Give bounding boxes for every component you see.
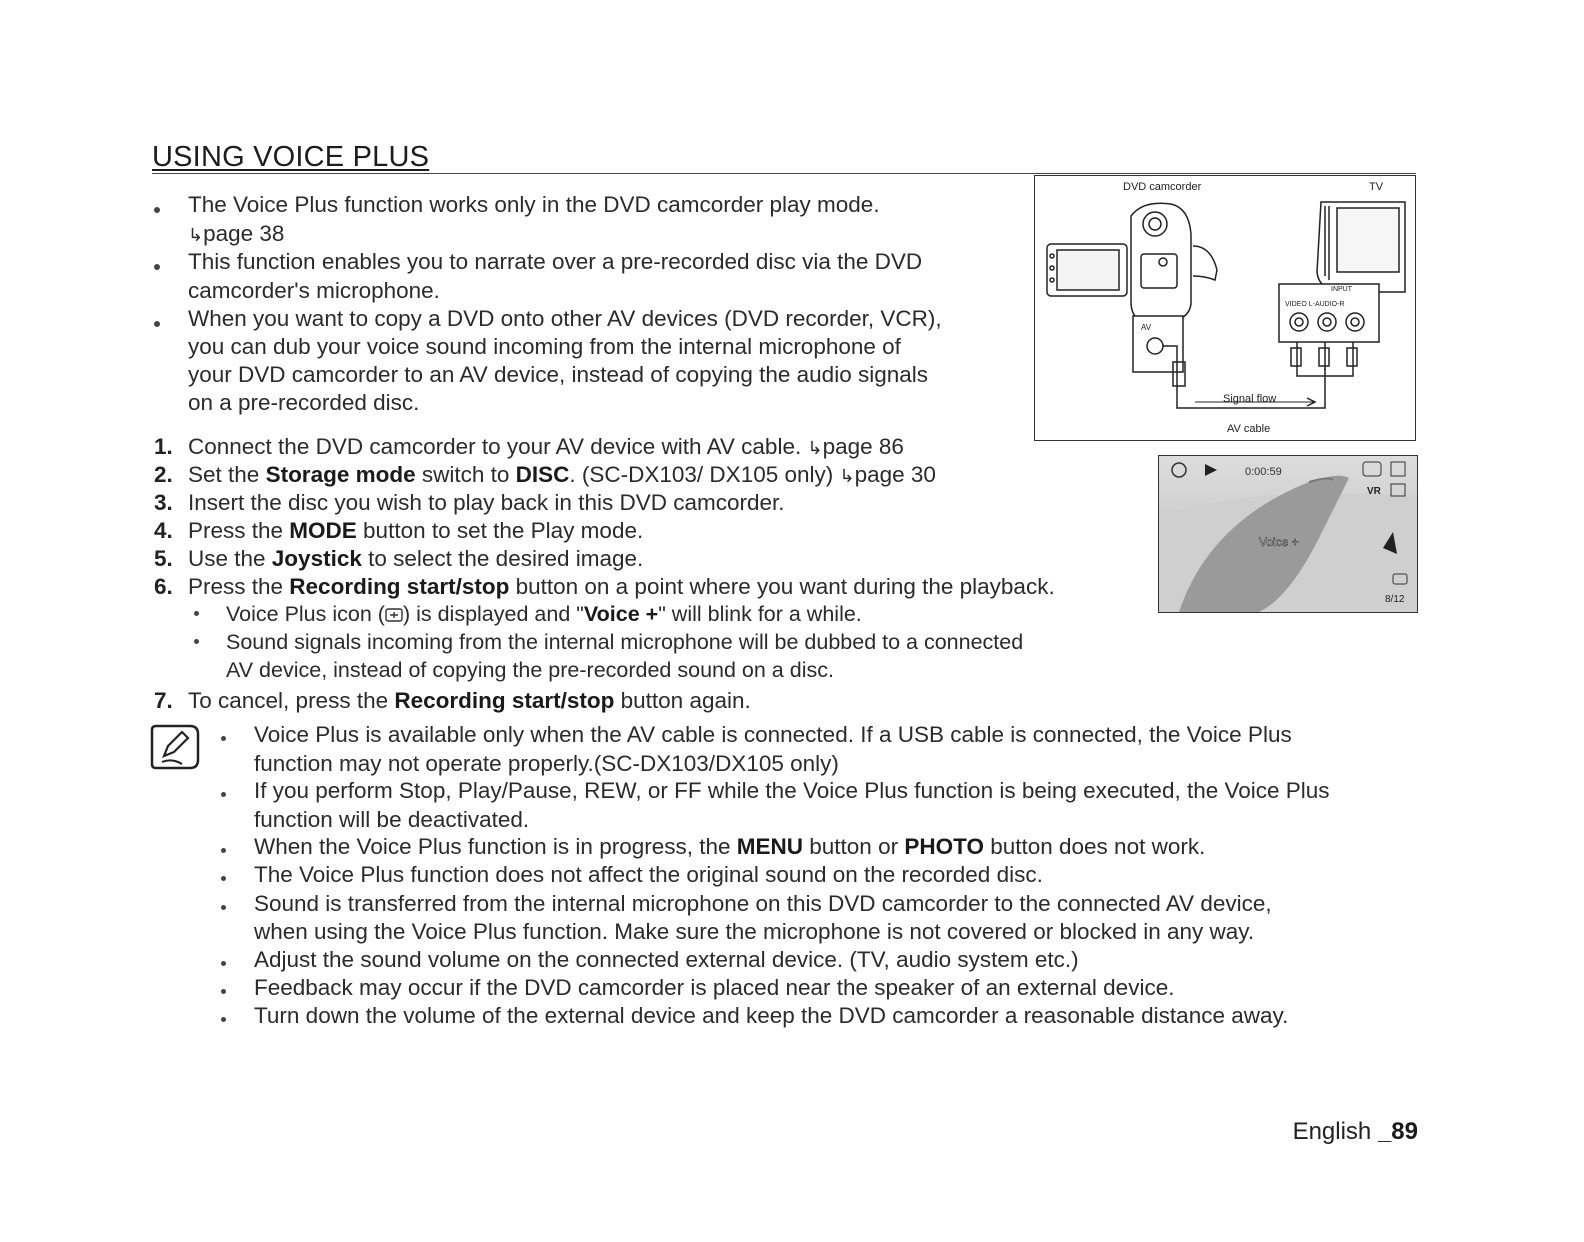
step-4-mode: MODE	[289, 518, 357, 543]
step-6a-mid: ) is displayed and "	[402, 602, 584, 626]
bullet-icon	[221, 876, 226, 881]
note-7-text: Feedback may occur if the DVD camcorder is placed near the speaker of an external device.	[254, 975, 1175, 1000]
step-number: 4.	[154, 518, 173, 543]
play-icon	[1205, 464, 1217, 476]
page-ref-arrow-icon: ↳	[807, 438, 823, 458]
note-6-text: Adjust the sound volume on the connected external device. (TV, audio system etc.)	[254, 947, 1079, 972]
bullet-icon	[221, 792, 226, 797]
camcorder-label: DVD camcorder	[1123, 181, 1202, 193]
step-6a-text	[226, 602, 862, 627]
quality-icon	[1391, 462, 1405, 476]
step-1-ref[interactable]: page 86	[822, 434, 904, 459]
lcd-screen-image	[1158, 455, 1418, 613]
step-5-pre: Use the	[188, 546, 272, 571]
step-2-disc: DISC	[515, 462, 570, 487]
intro-2-line-2: camcorder's microphone.	[188, 278, 440, 303]
note-2-line-1: If you perform Stop, Play/Pause, REW, or FF while the Voice Plus function is being executed, the Voice Plus	[254, 778, 1330, 803]
note-3-mid: button or	[803, 834, 905, 859]
step-6-recording: Recording start/stop	[289, 574, 510, 599]
step-number: 7.	[154, 688, 173, 713]
step-2-storage-mode: Storage mode	[265, 462, 416, 487]
bullet-icon	[194, 639, 199, 644]
title-rule	[152, 173, 1416, 174]
bullet-icon	[221, 736, 226, 741]
step-7-recording: Recording start/stop	[394, 688, 615, 713]
osd-mode: VR	[1367, 486, 1381, 497]
step-1-body: Connect the DVD camcorder to your AV device with AV cable.	[188, 434, 802, 459]
step-4-text	[188, 518, 643, 544]
bullet-icon	[154, 321, 160, 327]
step-5-joystick: Joystick	[271, 546, 362, 571]
step-1-text	[188, 434, 904, 460]
tv-label: TV	[1369, 181, 1384, 193]
step-number: 2.	[154, 462, 173, 487]
note-3-post: button does not work.	[983, 834, 1206, 859]
step-number: 6.	[154, 574, 173, 599]
page-ref-arrow-icon: ↳	[188, 225, 204, 245]
note-3-pre: When the Voice Plus function is in progress, the	[254, 834, 737, 859]
connection-diagram	[1034, 175, 1416, 441]
intro-3-line-3: your DVD camcorder to an AV device, instead of copying the audio signals	[188, 362, 928, 387]
step-5-post: to select the desired image.	[361, 546, 644, 571]
step-3-text: Insert the disc you wish to play back in this DVD camcorder.	[188, 490, 785, 515]
step-6-text	[188, 574, 1055, 600]
note-3-photo: PHOTO	[904, 834, 984, 859]
step-4-post: button to set the Play mode.	[356, 518, 644, 543]
step-2-mid: switch to	[415, 462, 516, 487]
jack-labels: VIDEO L-AUDIO-R	[1285, 301, 1345, 308]
step-number: 5.	[154, 546, 173, 571]
page-ref-arrow-icon: ↳	[839, 466, 855, 486]
note-2-line-2: function will be deactivated.	[254, 807, 530, 832]
intro-1-text: The Voice Plus function works only in the DVD camcorder play mode.	[188, 192, 880, 217]
step-6a-pre: Voice Plus icon (	[226, 602, 385, 626]
bullet-icon	[154, 207, 160, 213]
step-5-text	[188, 546, 643, 572]
counter-text: 0:00:59	[1245, 466, 1282, 478]
note-5-line-1: Sound is transferred from the internal microphone on this DVD camcorder to the connected AV device,	[254, 891, 1272, 916]
battery-icon	[1363, 462, 1381, 476]
footer-language: English	[1292, 1118, 1372, 1145]
voice-plus-icon	[385, 608, 403, 622]
step-6b-line-2: AV device, instead of copying the pre-recorded sound on a disc.	[226, 658, 834, 682]
note-1-line-1: Voice Plus is available only when the AV cable is connected. If a USB cable is connected, the Voice Plus	[254, 722, 1292, 747]
step-6a-voice: Voice +	[583, 602, 659, 626]
note-8-text: Turn down the volume of the external device and keep the DVD camcorder a reasonable distance away.	[254, 1003, 1289, 1028]
note-4-text: The Voice Plus function does not affect the original sound on the recorded disc.	[254, 862, 1043, 887]
av-cable-label: AV cable	[1227, 423, 1271, 435]
stabilizer-icon	[1391, 484, 1405, 496]
step-6-post: button on a point where you want during the playback.	[509, 574, 1055, 599]
av-label: AV	[1141, 323, 1152, 332]
bullet-icon	[194, 611, 199, 616]
intro-3-line-1: When you want to copy a DVD onto other AV devices (DVD recorder, VCR),	[188, 306, 942, 331]
connection-illustration	[1035, 176, 1415, 440]
input-label: INPUT	[1331, 286, 1352, 293]
step-2-pre: Set the	[188, 462, 266, 487]
step-7-pre: To cancel, press the	[188, 688, 395, 713]
step-2-ref[interactable]: page 30	[854, 462, 936, 487]
intro-3-line-2: you can dub your voice sound incoming from the internal microphone of	[188, 334, 901, 359]
signal-flow-label: Signal flow	[1223, 393, 1277, 405]
step-2-text	[188, 462, 936, 488]
step-6b-line-1: Sound signals incoming from the internal microphone will be dubbed to a connected	[226, 630, 1024, 654]
bullet-icon	[221, 989, 226, 994]
page-footer	[1293, 1118, 1418, 1146]
voice-plus-osd: Voice +	[1259, 535, 1299, 549]
bullet-icon	[221, 1017, 226, 1022]
note-icon	[150, 722, 202, 772]
image-count: 8/12	[1385, 594, 1405, 605]
step-2-post: . (SC-DX103/ DX105 only)	[569, 462, 834, 487]
page-number: _89	[1377, 1118, 1418, 1145]
bullet-icon	[221, 905, 226, 910]
bullet-icon	[221, 961, 226, 966]
step-7-post: button again.	[614, 688, 751, 713]
step-6a-post: " will blink for a while.	[658, 602, 862, 626]
disc-icon	[1172, 463, 1186, 477]
step-7-text	[188, 688, 751, 714]
note-5-line-2: when using the Voice Plus function. Make sure the microphone is not covered or blocked in any way.	[254, 919, 1255, 944]
intro-2-line-1: This function enables you to narrate over a pre-recorded disc via the DVD	[188, 249, 923, 274]
bullet-icon	[154, 264, 160, 270]
note-1-line-2: function may not operate properly.(SC-DX103/DX105 only)	[254, 751, 839, 776]
camcorder-icon	[1047, 203, 1217, 322]
intro-1-ref[interactable]	[188, 221, 284, 247]
note-3-text	[254, 834, 1205, 860]
page-ref-text: page 38	[203, 221, 285, 246]
step-number: 1.	[154, 434, 173, 459]
intro-3-line-4: on a pre-recorded disc.	[188, 390, 420, 415]
step-6-pre: Press the	[188, 574, 290, 599]
bullet-icon	[221, 848, 226, 853]
note-3-menu: MENU	[736, 834, 804, 859]
step-4-pre: Press the	[188, 518, 290, 543]
page-title: USING VOICE PLUS	[152, 141, 430, 173]
dolphin-scene	[1159, 456, 1417, 612]
step-number: 3.	[154, 490, 173, 515]
